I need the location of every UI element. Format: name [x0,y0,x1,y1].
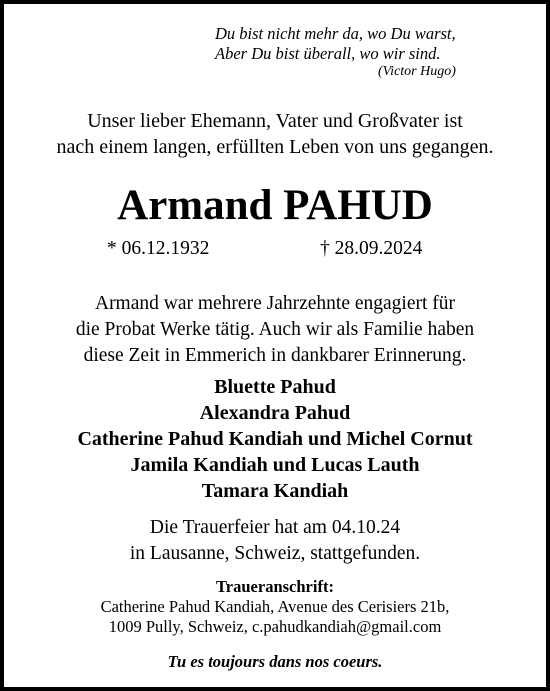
intro-text [4,108,546,160]
tribute-line: diese Zeit in Emmerich in dankbarer Erinnerung. [83,345,467,366]
quote-line: Du bist nicht mehr da, wo Du warst, [215,24,456,43]
death-date: † 28.09.2024 [320,238,423,259]
address-line: Catherine Pahud Kandiah, Avenue des Cerisiers 21b, [100,597,450,616]
intro-line: nach einem langen, erfüllten Leben von uns gegangen. [56,136,494,158]
life-dates [4,237,546,261]
birth-date: * 06.12.1932 [107,238,210,259]
condolence-address [4,577,546,637]
family-member: Bluette Pahud [214,376,336,398]
tribute-line: Armand war mehrere Jahrzehnte engagiert für [94,293,456,314]
address-heading: Traueranschrift: [216,577,334,596]
quote-line: Aber Du bist überall, wo wir sind. [215,44,441,63]
intro-line: Unser lieber Ehemann, Vater und Großvater ist [87,110,463,132]
tribute-line: die Probat Werke tätig. Auch wir als Familie haben [75,319,475,340]
deceased-name: Armand PAHUD [117,182,433,229]
quote-author: (Victor Hugo) [378,64,456,79]
service-info [4,515,546,567]
tribute-text [4,291,546,369]
service-line: in Lausanne, Schweiz, stattgefunden. [129,543,421,564]
address-line: 1009 Pully, Schweiz, c.pahudkandiah@gmail.com [108,617,442,636]
family-member: Jamila Kandiah und Lucas Lauth [130,454,420,476]
family-members [4,374,546,504]
service-line: Die Trauerfeier hat am 04.10.24 [149,517,401,538]
memorial-quote [215,24,456,80]
closing-line: Tu es toujours dans nos coeurs. [167,652,383,671]
family-member: Catherine Pahud Kandiah und Michel Cornut [77,428,473,450]
family-member: Alexandra Pahud [199,402,351,424]
family-member: Tamara Kandiah [201,480,349,502]
